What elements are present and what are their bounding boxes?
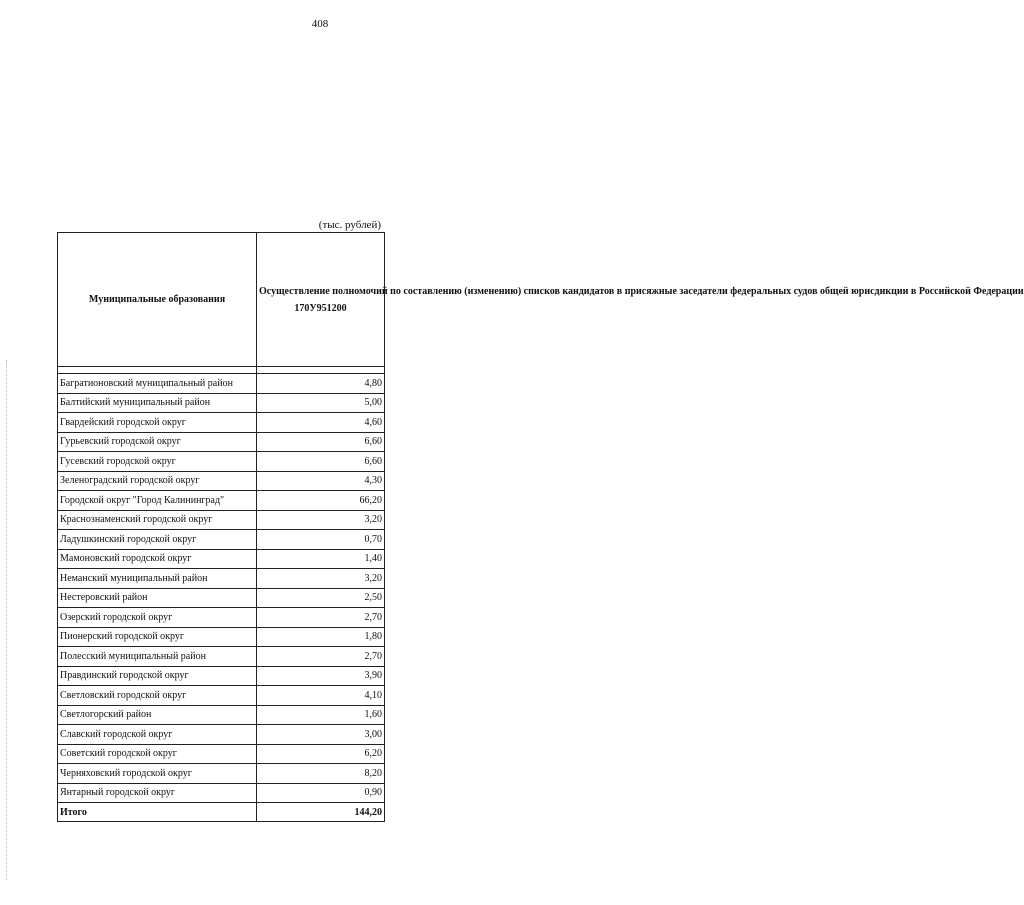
table-row	[58, 569, 385, 589]
municipality-name: Советский городской округ	[58, 744, 257, 764]
municipality-name: Городской округ "Город Калининград"	[58, 491, 257, 511]
units-label: (тыс. рублей)	[318, 219, 381, 231]
allocation-value: 4,60	[257, 413, 385, 433]
allocation-value: 6,60	[257, 452, 385, 472]
table-row	[58, 764, 385, 784]
table-row	[58, 491, 385, 511]
municipality-name: Мамоновский городской округ	[58, 549, 257, 569]
allocation-value: 3,00	[257, 725, 385, 745]
table-row	[58, 744, 385, 764]
header-purpose	[257, 233, 1024, 367]
table-row	[58, 783, 385, 803]
allocation-value: 2,70	[257, 647, 385, 667]
municipality-name: Правдинский городской округ	[58, 666, 257, 686]
allocation-value: 5,00	[257, 393, 385, 413]
table-row	[58, 725, 385, 745]
allocation-value: 1,40	[257, 549, 385, 569]
municipality-name: Светловский городской округ	[58, 686, 257, 706]
municipality-name: Славский городской округ	[58, 725, 257, 745]
municipality-name: Гвардейский городской округ	[58, 413, 257, 433]
allocation-value: 1,60	[257, 705, 385, 725]
municipality-name: Озерский городской округ	[58, 608, 257, 628]
municipality-name: Неманский муниципальный район	[58, 569, 257, 589]
municipality-name: Полесский муниципальный район	[58, 647, 257, 667]
table-row	[58, 627, 385, 647]
table-row	[58, 530, 385, 550]
allocation-value: 6,60	[257, 432, 385, 452]
municipality-name: Гусевский городской округ	[58, 452, 257, 472]
allocation-value: 4,10	[257, 686, 385, 706]
page-number: 408	[311, 18, 329, 30]
allocation-value: 3,20	[257, 569, 385, 589]
table-row	[58, 432, 385, 452]
header-purpose-code: 170У951200	[294, 302, 347, 314]
municipality-name: Гурьевский городской округ	[58, 432, 257, 452]
allocation-value: 2,50	[257, 588, 385, 608]
municipality-name: Зеленоградский городской округ	[58, 471, 257, 491]
allocation-value: 1,80	[257, 627, 385, 647]
total-label: Итого	[58, 803, 257, 822]
allocation-value: 3,20	[257, 510, 385, 530]
table-row	[58, 452, 385, 472]
municipality-name: Нестеровский район	[58, 588, 257, 608]
allocation-value: 8,20	[257, 764, 385, 784]
table-row	[58, 510, 385, 530]
allocation-value: 0,70	[257, 530, 385, 550]
table-row	[58, 393, 385, 413]
header-municipalities: Муниципальные образования	[58, 233, 257, 367]
table-row	[58, 705, 385, 725]
header-purpose-text: Осуществление полномочий по составлению (изменению) списков кандидатов в присяжные заседатели федеральных судов общей юрисдикции в Российской Федерации	[259, 285, 1024, 297]
allocation-value: 6,20	[257, 744, 385, 764]
allocation-value: 66,20	[257, 491, 385, 511]
table-row	[58, 588, 385, 608]
municipality-name: Янтарный городской округ	[58, 783, 257, 803]
table-header-row	[58, 233, 385, 367]
table-row	[58, 647, 385, 667]
municipality-name: Багратионовский муниципальный район	[58, 374, 257, 394]
table-body	[58, 367, 385, 803]
allocation-value: 3,90	[257, 666, 385, 686]
municipality-name: Ладушкинский городской округ	[58, 530, 257, 550]
table-row	[58, 549, 385, 569]
allocation-value: 0,90	[257, 783, 385, 803]
table-row	[58, 374, 385, 394]
table-row	[58, 413, 385, 433]
total-row	[58, 803, 385, 822]
municipality-name: Краснознаменский городской округ	[58, 510, 257, 530]
table-row	[58, 608, 385, 628]
allocation-value: 4,80	[257, 374, 385, 394]
budget-table	[57, 232, 1024, 822]
total-value: 144,20	[257, 803, 385, 822]
spacer-row	[58, 367, 385, 374]
table-row	[58, 471, 385, 491]
table-row	[58, 686, 385, 706]
allocation-value: 4,30	[257, 471, 385, 491]
municipality-name: Светлогорский район	[58, 705, 257, 725]
municipality-name: Черняховский городской округ	[58, 764, 257, 784]
municipality-name: Пионерский городской округ	[58, 627, 257, 647]
allocation-value: 2,70	[257, 608, 385, 628]
scan-margin-line	[6, 360, 8, 880]
municipality-name: Балтийский муниципальный район	[58, 393, 257, 413]
table-row	[58, 666, 385, 686]
